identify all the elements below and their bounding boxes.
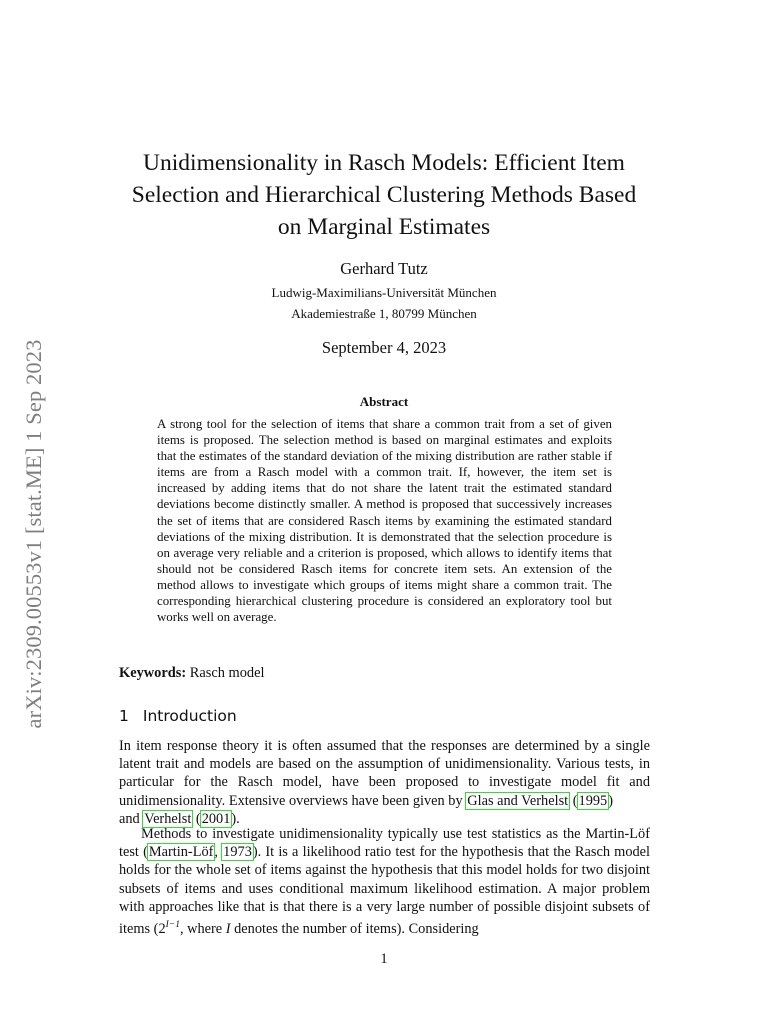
paragraph-text: ). — [231, 810, 240, 827]
affiliation-address: Akademiestraße 1, 80799 München — [291, 306, 477, 321]
keywords-line — [119, 664, 265, 682]
paragraph-text: and — [119, 810, 144, 827]
abstract-heading: Abstract — [359, 394, 409, 409]
paragraph-text: ) — [608, 792, 613, 809]
introduction-paragraph-1 — [119, 737, 650, 828]
section-heading-introduction — [119, 706, 237, 726]
publication-date: September 4, 2023 — [321, 338, 447, 357]
paragraph-text: , where — [179, 921, 226, 938]
paragraph-text: , — [214, 844, 223, 861]
citation-year-link-1995[interactable]: 1995 — [578, 792, 608, 809]
math-variable: I — [225, 921, 231, 938]
paragraph-text: ( — [192, 810, 201, 827]
author-name: Gerhard Tutz — [340, 259, 428, 278]
paragraph-text: ). It is a likelihood ratio test for the hypothesis that the Rasch model holds for the whole set of items against the hypothesis that this model holds for two disjoint subsets of items and uses conditional maximum likelihood estimation. A major problem with approaches like that is that there is a very large number of possible disjoint subsets of items (2 — [119, 844, 651, 938]
citation-link-martin-lof[interactable]: Martin-Löf — [148, 844, 214, 861]
section-title: Introduction — [142, 707, 237, 725]
paragraph-text: ( — [569, 792, 578, 809]
paragraph-text: Methods to investigate unidimensionality typically use test statistics as the Martin-Löf test ( — [119, 826, 650, 861]
section-number: 1 — [119, 707, 129, 725]
superscript-exponent: I−1 — [165, 920, 180, 931]
citation-link-verhelst[interactable]: Verhelst — [144, 810, 192, 827]
paragraph-text: In item response theory it is often assumed that the responses are determined by a single latent trait and models are based on the assumption of unidimensionality. Various tests, in particular for the Rasch model, have been proposed to investigate model fit and unidimensionality. Extensive overviews have been given by — [119, 738, 650, 809]
citation-link-glas-verhelst[interactable]: Glas and Verhelst — [467, 792, 569, 809]
affiliation-institution: Ludwig-Maximilians-Universität München — [271, 285, 497, 300]
keywords-label: Keywords: — [119, 665, 187, 681]
paper-title: Unidimensionality in Rasch Models: Efficient Item Selection and Hierarchical Clustering Methods Based on Marginal Estimates — [131, 150, 637, 240]
introduction-paragraph-2 — [119, 825, 650, 938]
page-number: 1 — [380, 951, 388, 967]
keywords-value: Rasch model — [189, 665, 265, 681]
arxiv-identifier-stamp[interactable]: arXiv:2309.00553v1 [stat.ME] 1 Sep 2023 — [21, 339, 46, 729]
paragraph-text: denotes the number of items). Considering — [230, 921, 479, 938]
citation-year-link-1973[interactable]: 1973 — [223, 844, 252, 861]
citation-year-link-2001[interactable]: 2001 — [201, 810, 231, 827]
abstract-text: A strong tool for the selection of items that share a common trait from a set of given items is proposed. The selection method is based on marginal estimates and exploits that the estimates of the standard deviation of the mixing distribution are rather stable if items are from a Rasch model with a common trait. If, however, the item set is increased by adding items that do not share the latent trait the estimated standard deviations become distinctly smaller. A method is proposed that successively increases the set of items that are considered Rasch items by examining the estimated standard deviations of the mixing distribution. It is demonstrated that the selection procedure is on average very reliable and a criterion is proposed, which allows to identify items that should not be considered Rasch items for concrete item sets. An extension of the method allows to investigate which groups of items might share a common trait. The corresponding hierarchical clustering procedure is considered an exploratory tool but works well on average. — [157, 417, 612, 625]
